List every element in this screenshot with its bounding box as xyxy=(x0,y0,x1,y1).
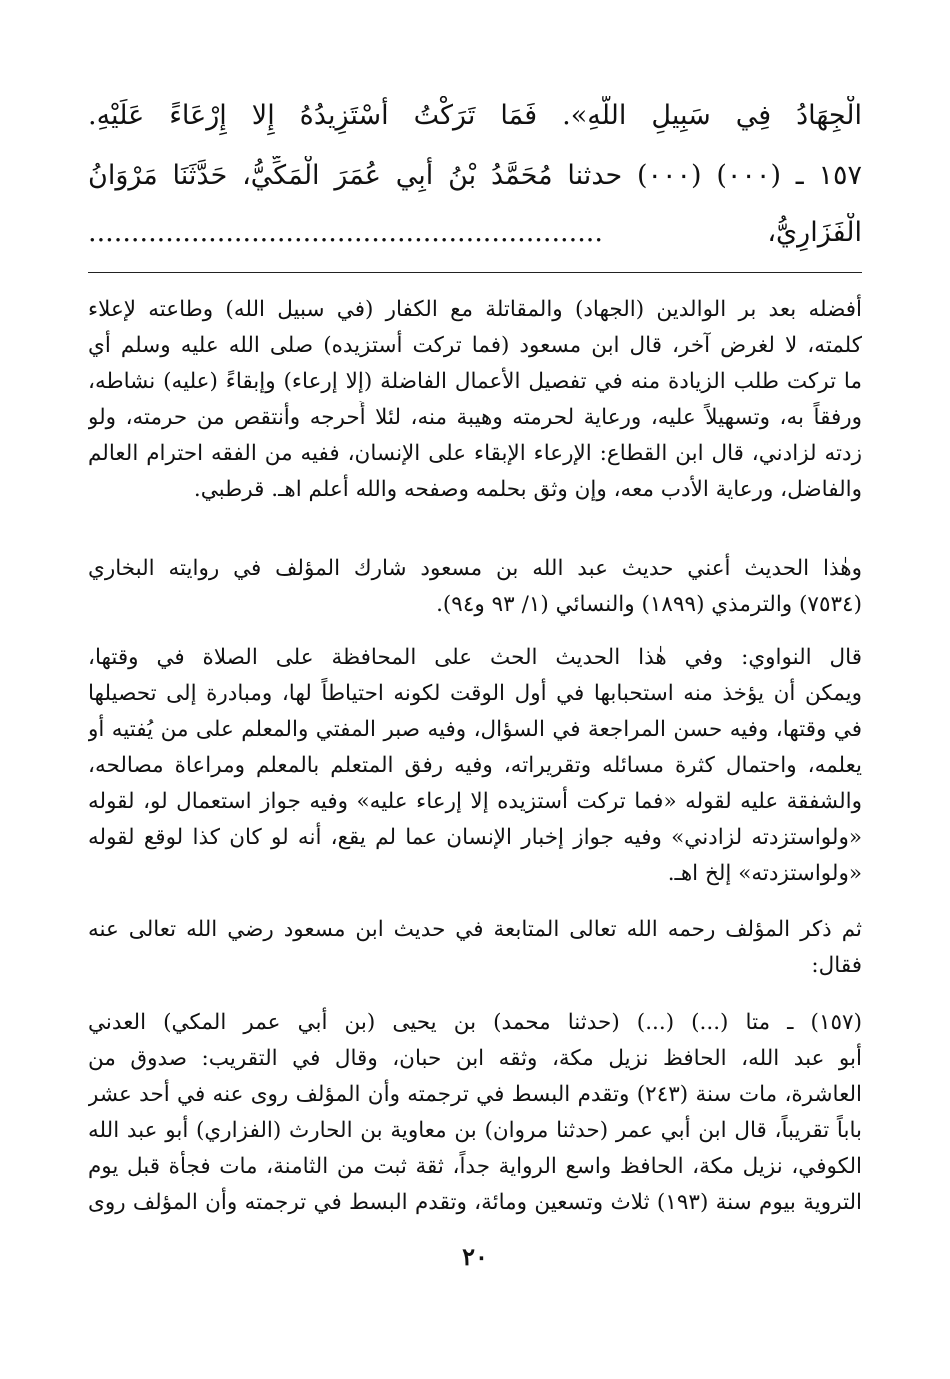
commentary-line: التروية بيوم سنة (١٩٣) ثلاث وتسعين ومائة، وتقدم البسط في ترجمته وأن المؤلف روى xyxy=(88,1190,862,1215)
main-text-line: الْفَزَارِيُّ، ............................................................ xyxy=(88,217,862,248)
commentary-line: أبو عبد الله، الحافظ نزيل مكة، وثقه ابن حبان، وقال في التقريب: صدوق من xyxy=(88,1046,862,1071)
commentary-line: ويمكن أن يؤخذ منه استحبابها في أول الوقت لكونه احتياطاً لها، ومبادرة إلى تحصيلها xyxy=(88,681,862,706)
commentary-line: «ولواستزدته لزادني» وفيه جواز إخبار الإنسان عما لم يقع، أنه لو كان كذا لوقع لقوله xyxy=(88,825,862,850)
commentary-line: يعلمه، واحتمال كثرة مسائله وتقريراته، وفيه رفق المتعلم بالمعلم ومراعاة مصالحه، xyxy=(88,753,862,778)
commentary-line: باباً تقريباً، قال ابن أبي عمر (حدثنا مروان) بن معاوية بن الحارث (الفزاري) أبو عبد الله xyxy=(88,1118,862,1143)
commentary-line: (١٥٧) ـ متا (...) (...) (حدثنا محمد) بن يحيى (بن أبي عمر المكي) العدني xyxy=(88,1010,862,1035)
commentary-line: وهٰذا الحديث أعني حديث عبد الله بن مسعود شارك المؤلف في روايته البخاري xyxy=(88,556,862,581)
commentary-line: فقال: xyxy=(811,953,862,978)
commentary-line: قال النواوي: وفي هٰذا الحديث الحث على المحافظة على الصلاة في وقتها، xyxy=(88,645,862,670)
main-text-line: ١٥٧ ـ (٠٠٠) (٠٠٠) حدثنا مُحَمَّدُ بْنُ أَبِي عُمَرَ الْمَكِّيُّ، حَدَّثَنَا مَرْوَانُ xyxy=(88,160,862,191)
page-number: ٢٠ xyxy=(462,1242,488,1271)
commentary-line: في وقتها، وفيه حسن المراجعة في السؤال، وفيه صبر المفتي والمعلم على من يُفتيه أو xyxy=(88,717,862,742)
commentary-line: أفضله بعد بر الوالدين (الجهاد) والمقاتلة مع الكفار (في سبيل الله) وطاعته لإعلاء xyxy=(88,297,862,322)
footnote-separator xyxy=(88,272,862,273)
commentary-line: والشفقة عليه لقوله «فما تركت أستزيده إلا إرعاء عليه» وفيه جواز استعمال لو، لقوله xyxy=(88,789,862,814)
main-text-line: الْجِهَادُ فِي سَبِيلِ اللَّهِ». فَمَا تَرَكْتُ أَسْتَزِيدُهُ إِلا إِرْعَاءً عَلَيْهِ. xyxy=(88,100,862,131)
book-page xyxy=(88,96,862,1356)
commentary-line: ما تركت طلب الزيادة منه في تفصيل الأعمال الفاضلة (إلا إرعاء) وإبقاءً (عليه) نشاطه، xyxy=(88,369,862,394)
commentary-line: زدته لزادني، قال ابن القطاع: الإرعاء الإبقاء على الإنسان، ففيه من الفقه احترام العالم xyxy=(88,441,862,466)
commentary-line: كلمته، لا لغرض آخر، قال ابن مسعود (فما تركت أستزيده) صلى الله عليه وسلم أي xyxy=(88,333,862,358)
commentary-line: والفاضل، ورعاية الأدب معه، وإن وثق بحلمه وصفحه والله أعلم اهـ. قرطبي. xyxy=(193,477,862,502)
commentary-line: العاشرة، مات سنة (٢٤٣) وتقدم البسط في ترجمته وأن المؤلف روى عنه في أحد عشر xyxy=(88,1082,862,1107)
commentary-line: الكوفي، نزيل مكة، الحافظ واسع الرواية جداً، ثقة ثبت من الثامنة، مات فجأة قبل يوم xyxy=(88,1154,862,1179)
commentary-line: «ولواستزدته» إلخ اهـ. xyxy=(667,861,862,886)
commentary-line: ثم ذكر المؤلف رحمه الله تعالى المتابعة في حديث ابن مسعود رضي الله تعالى عنه xyxy=(88,917,862,942)
commentary-line: (٧٥٣٤) والترمذي (١٨٩٩) والنسائي (١/ ٩٣ و٩٤). xyxy=(436,592,862,617)
commentary-line: ورفقاً به، وتسهيلاً عليه، ورعاية لحرمته وهيبة منه، لئلا أُحرجه وأنتقص من حرمته، ولو xyxy=(88,405,862,430)
